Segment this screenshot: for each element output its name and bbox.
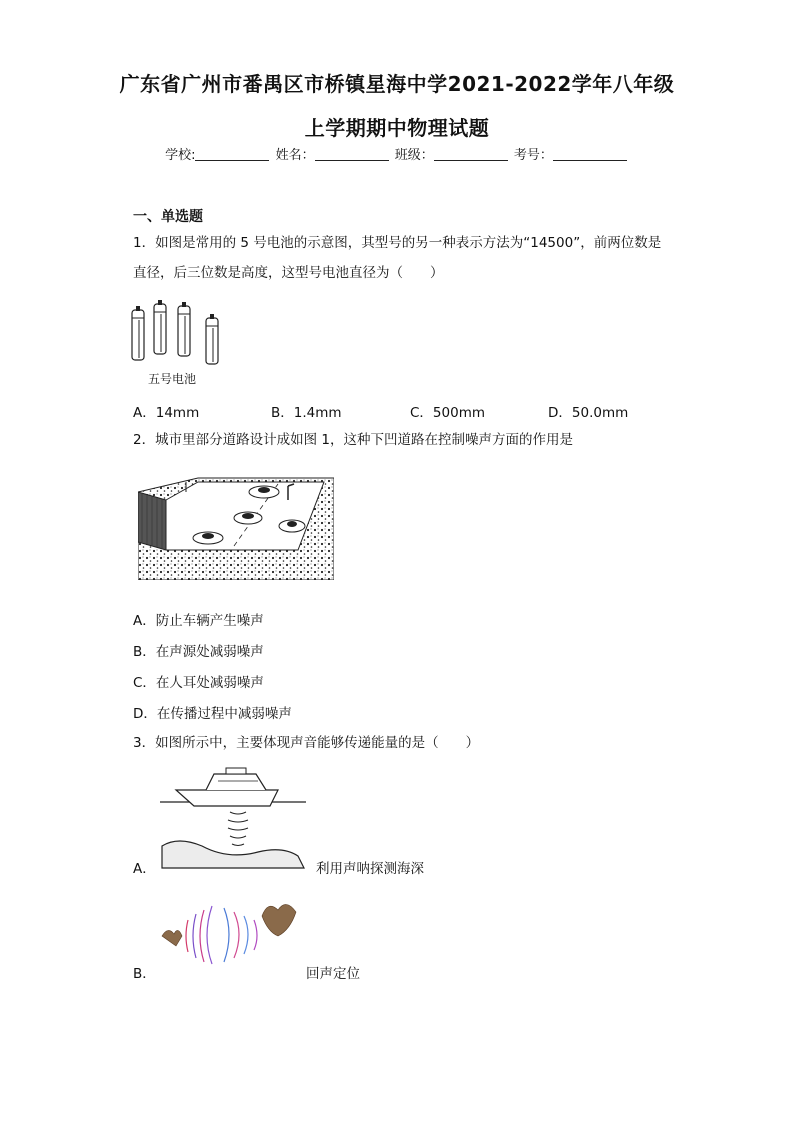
battery-caption: 五号电池 — [148, 372, 197, 386]
q3-option-a-label[interactable]: A． — [133, 861, 156, 877]
q2-option-d[interactable]: D．在传播过程中减弱噪声 — [133, 706, 292, 722]
q3-option-a-text[interactable]: 利用声呐探测海深 — [316, 861, 424, 877]
q3-stem: 3．如图所示中，主要体现声音能够传递能量的是（ ） — [133, 735, 480, 751]
name-label: 姓名： — [275, 148, 315, 163]
exam-title-line1: 广东省广州市番禺区市桥镇星海中学2021-2022学年八年级 — [119, 72, 675, 96]
battery-illustration — [128, 298, 228, 368]
q1-option-b[interactable]: B．1.4mm — [271, 405, 342, 421]
q2-option-a[interactable]: A．防止车辆产生噪声 — [133, 613, 264, 629]
q3-option-b-label[interactable]: B． — [133, 966, 156, 982]
q1-stem-line1: 1．如图是常用的 5 号电池的示意图，其型号的另一种表示方法为“14500”，前两位数是 — [133, 235, 662, 251]
q2-option-c[interactable]: C．在人耳处减弱噪声 — [133, 675, 264, 691]
school-blank[interactable] — [195, 148, 269, 161]
q2-stem: 2．城市里部分道路设计成如图 1，这种下凹道路在控制噪声方面的作用是 — [133, 432, 573, 448]
q3-option-b-text[interactable]: 回声定位 — [306, 966, 360, 982]
class-blank[interactable] — [434, 148, 508, 161]
school-label: 学校: — [165, 148, 196, 163]
exam-number-label: 考号： — [513, 148, 553, 163]
q1-option-d[interactable]: D．50.0mm — [548, 405, 629, 421]
class-label: 班级： — [394, 148, 434, 163]
bat-echolocation-illustration — [158, 896, 306, 966]
sonar-boat-illustration — [158, 764, 308, 872]
q1-option-a[interactable]: A．14mm — [133, 405, 200, 421]
sunken-road-illustration — [138, 472, 334, 580]
q1-option-c[interactable]: C．500mm — [410, 405, 485, 421]
exam-title-line2: 上学期期中物理试题 — [304, 116, 490, 140]
q1-stem-line2: 直径，后三位数是高度，这型号电池直径为（ ） — [133, 265, 444, 281]
exam-number-blank[interactable] — [553, 148, 627, 161]
q2-option-b[interactable]: B．在声源处减弱噪声 — [133, 644, 264, 660]
student-info-row — [0, 144, 794, 163]
name-blank[interactable] — [315, 148, 389, 161]
section-heading: 一、单选题 — [133, 209, 203, 225]
